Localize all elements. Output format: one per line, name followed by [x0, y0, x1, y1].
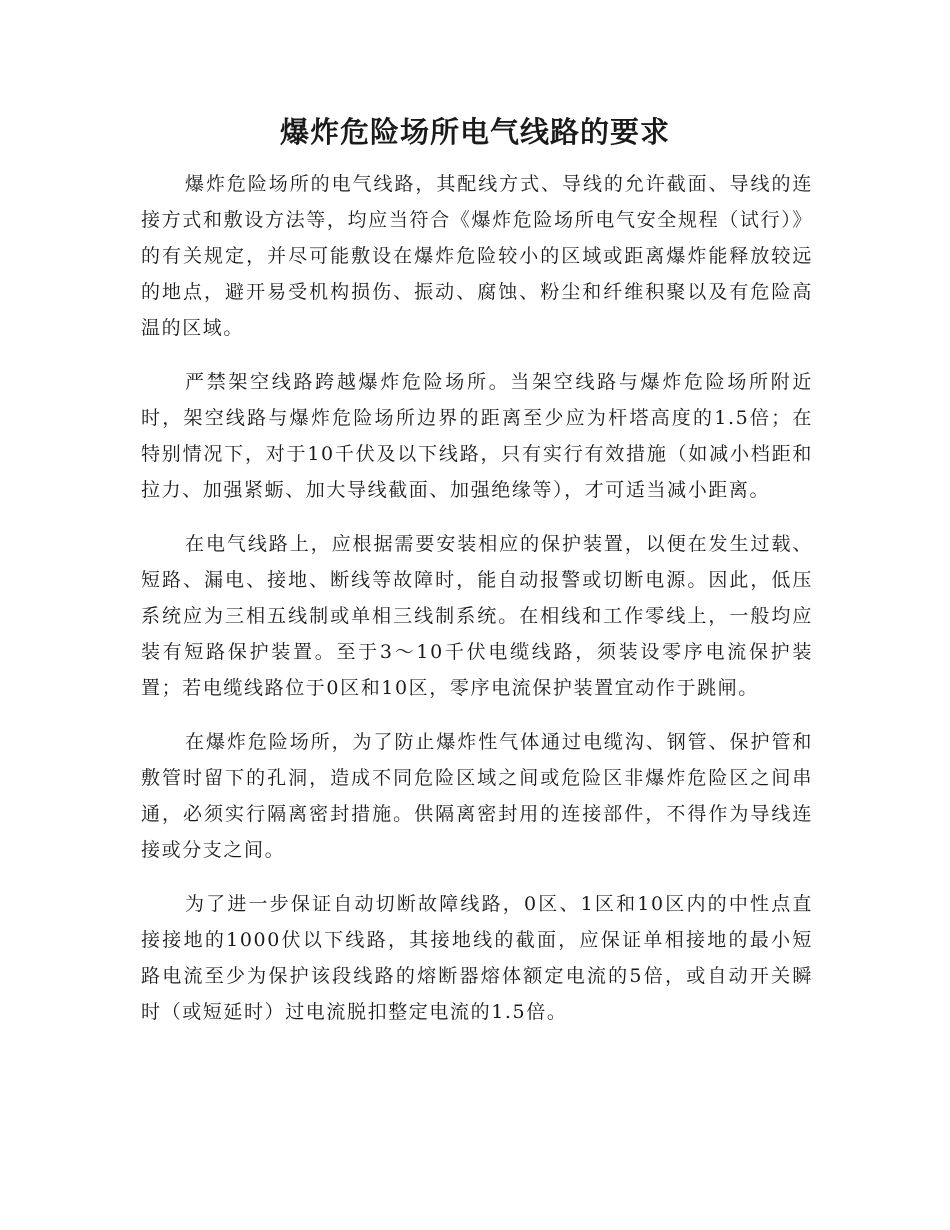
paragraph-4: 在爆炸危险场所，为了防止爆炸性气体通过电缆沟、钢管、保护管和敷管时留下的孔洞，造成不同危险区域之间或危险区非爆炸危险区之间串通，必须实行隔离密封措施。供隔离密封用的连接部件，不得作为导线连接或分支之间。 [141, 731, 813, 861]
document-body [141, 166, 813, 1048]
paragraph-2: 严禁架空线路跨越爆炸危险场所。当架空线路与爆炸危险场所附近时，架空线路与爆炸危险场所边界的距离至少应为杆塔高度的1.5倍；在特别情况下，对于10千伏及以下线路，只有实行有效措施（如减小档距和拉力、加强紧蛎、加大导线截面、加强绝缘等），才可适当减小距离。 [141, 371, 813, 501]
document-title: 爆炸危险场所电气线路的要求 [279, 115, 670, 149]
paragraph-1: 爆炸危险场所的电气线路，其配线方式、导线的允许截面、导线的连接方式和敷设方法等，均应当符合《爆炸危险场所电气安全规程（试行）》的有关规定，并尽可能敷设在爆炸危险较小的区域或距离爆炸能释放较远的地点，避开易受机构损伤、振动、腐蚀、粉尘和纤维积聚以及有危险高温的区域。 [141, 173, 813, 339]
paragraph-5: 为了进一步保证自动切断故障线路，0区、1区和10区内的中性点直接接地的1000伏以下线路，其接地线的截面，应保证单相接地的最小短路电流至少为保护该段线路的熔断器熔体额定电流的5倍，或自动开关瞬时（或短延时）过电流脱扣整定电流的1.5倍。 [141, 893, 813, 1023]
paragraph-3: 在电气线路上，应根据需要安装相应的保护装置，以便在发生过载、短路、漏电、接地、断线等故障时，能自动报警或切断电源。因此，低压系统应为三相五线制或单相三线制系统。在相线和工作零线上，一般均应装有短路保护装置。至于3～10千伏电缆线路，须装设零序电流保护装置；若电缆线路位于0区和10区，零序电流保护装置宜动作于跳闸。 [141, 533, 813, 699]
